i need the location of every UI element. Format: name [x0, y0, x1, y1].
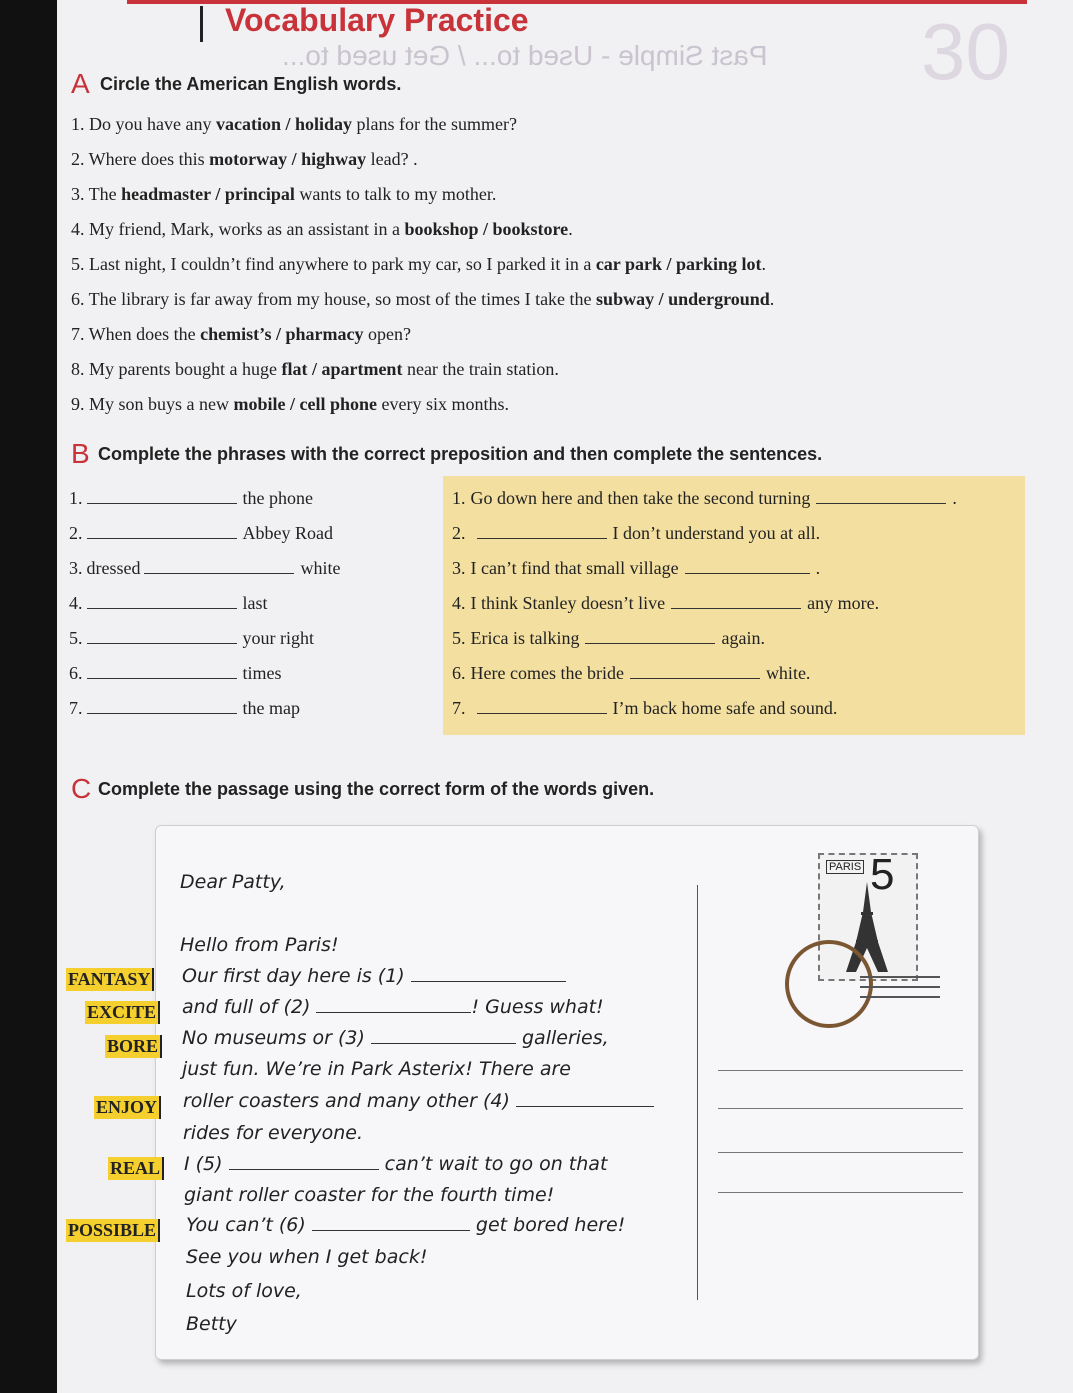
item-text: open?	[363, 324, 411, 344]
letter-line: No museums or (3) galleries,	[182, 1027, 609, 1049]
item-number: 8.	[71, 359, 85, 379]
phrase-text: dressed	[86, 558, 141, 578]
preposition-blank[interactable]	[87, 592, 237, 609]
item-text: My son buys a new	[84, 394, 234, 414]
sentence-item	[452, 487, 957, 509]
item-number: 7.	[452, 698, 466, 718]
word-choice[interactable]: vacation / holiday	[215, 114, 352, 134]
phrase-item	[69, 487, 313, 509]
preposition-blank[interactable]	[87, 522, 237, 539]
vocab-item	[71, 359, 559, 380]
item-text: .	[769, 289, 775, 309]
item-text: .	[568, 219, 573, 239]
phrase-text: the phone	[242, 488, 313, 508]
address-line	[718, 1152, 963, 1153]
sentence-text: white.	[765, 663, 811, 683]
sentence-text: Here comes the bride	[470, 663, 624, 683]
sentence-text: I think Stanley doesn’t live	[470, 593, 666, 613]
word-choice[interactable]: subway / underground	[596, 289, 770, 309]
address-line	[718, 1070, 963, 1071]
item-number: 3.	[71, 184, 85, 204]
preposition-blank[interactable]	[87, 627, 237, 644]
phrase-text: Abbey Road	[242, 523, 333, 543]
item-text: .	[761, 254, 766, 274]
title-bar	[200, 6, 203, 42]
phrase-text: the map	[242, 698, 300, 718]
phrase-text: times	[242, 663, 282, 683]
letter-line: giant roller coaster for the fourth time!	[184, 1184, 555, 1206]
vocab-item	[71, 114, 517, 135]
word-choice[interactable]: mobile / cell phone	[233, 394, 377, 414]
letter-greeting: Dear Patty,	[180, 871, 286, 893]
vocab-item	[71, 394, 509, 415]
item-number: 5.	[69, 628, 83, 648]
section-a-instruction: Circle the American English words.	[100, 74, 402, 94]
letter-line: roller coasters and many other (4)	[183, 1090, 654, 1112]
item-text: Last night, I couldn’t find anywhere to park my car, so I parked it in a	[84, 254, 596, 274]
keyword-possible: POSSIBLE	[66, 1219, 160, 1242]
phrase-item	[69, 627, 314, 649]
keyword-real: REAL	[108, 1157, 164, 1180]
letter-line: rides for everyone.	[183, 1122, 364, 1144]
item-number: 5.	[452, 628, 466, 648]
section-b-letter: B	[71, 438, 90, 469]
answer-blank-1[interactable]	[411, 965, 566, 982]
item-number: 7.	[71, 324, 85, 344]
answer-blank-2[interactable]	[316, 996, 471, 1013]
address-line	[718, 1192, 963, 1193]
letter-signature: Betty	[186, 1313, 237, 1335]
section-c-instruction: Complete the passage using the correct form of the words given.	[98, 779, 655, 799]
item-text: When does the	[84, 324, 201, 344]
item-number: 6.	[452, 663, 466, 683]
item-text: lead? .	[366, 149, 418, 169]
letter-line: You can’t (6) get bored here!	[186, 1214, 626, 1236]
sentence-item	[452, 522, 820, 544]
answer-blank-5[interactable]	[229, 1153, 379, 1170]
show-through-text: Past Simple - Used to... / Get used to...	[282, 40, 768, 71]
vocab-item	[71, 289, 774, 310]
letter-line: Hello from Paris!	[180, 934, 339, 956]
item-number: 2.	[452, 523, 466, 543]
word-choice[interactable]: motorway / highway	[209, 149, 367, 169]
sentence-blank[interactable]	[816, 487, 946, 504]
item-number: 7.	[69, 698, 83, 718]
item-text: Where does this	[84, 149, 210, 169]
item-text: Do you have any	[84, 114, 216, 134]
sentence-blank[interactable]	[585, 627, 715, 644]
preposition-blank[interactable]	[87, 662, 237, 679]
sentence-text: .	[815, 558, 821, 578]
preposition-blank[interactable]	[87, 487, 237, 504]
keyword-bore: BORE	[105, 1035, 162, 1058]
vocab-item	[71, 149, 418, 170]
keyword-excite: EXCITE	[85, 1001, 160, 1024]
item-number: 2.	[69, 523, 83, 543]
sentence-text: Go down here and then take the second turning	[470, 488, 811, 508]
item-number: 4.	[69, 593, 83, 613]
item-number: 4.	[71, 219, 85, 239]
item-number: 4.	[452, 593, 466, 613]
phrase-item	[69, 592, 268, 614]
sentence-text: I can’t find that small village	[470, 558, 679, 578]
phrase-item	[69, 697, 300, 719]
show-through-number: 30	[921, 7, 1010, 96]
sentence-item	[452, 662, 810, 684]
answer-blank-4[interactable]	[516, 1090, 654, 1107]
vocab-item	[71, 184, 496, 205]
section-c-letter: C	[71, 773, 92, 804]
cancellation-wave	[860, 986, 940, 988]
section-b-instruction: Complete the phrases with the correct preposition and then complete the sentences.	[98, 444, 823, 464]
page-title: Vocabulary Practice	[225, 2, 529, 38]
item-number: 1.	[71, 114, 85, 134]
vocab-item	[71, 254, 766, 275]
answer-blank-3[interactable]	[371, 1027, 516, 1044]
sentence-blank[interactable]	[477, 522, 607, 539]
sentence-blank[interactable]	[685, 557, 810, 574]
sentence-item	[452, 627, 765, 649]
word-choice[interactable]: flat / apartment	[281, 359, 403, 379]
keyword-fantasy: FANTASY	[66, 968, 154, 991]
sentence-text: .	[952, 488, 957, 508]
cancellation-wave	[860, 996, 940, 998]
keyword-enjoy: ENJOY	[94, 1096, 161, 1119]
item-number: 5.	[71, 254, 85, 274]
stamp-city: PARIS	[826, 860, 864, 874]
item-text: The library is far away from my house, so most of the times I take the	[84, 289, 597, 309]
item-number: 1.	[69, 488, 83, 508]
vocab-item	[71, 219, 573, 240]
item-number: 3.	[69, 558, 83, 578]
item-text: every six months.	[377, 394, 509, 414]
answer-blank-6[interactable]	[312, 1214, 470, 1231]
section-a-letter: A	[71, 68, 90, 99]
sentence-text: Erica is talking	[470, 628, 580, 648]
cancellation-wave	[860, 976, 940, 978]
sentence-blank[interactable]	[630, 662, 760, 679]
sentence-blank[interactable]	[477, 697, 607, 714]
letter-closing: Lots of love,	[186, 1280, 302, 1302]
sentence-text: I’m back home safe and sound.	[612, 698, 838, 718]
preposition-blank[interactable]	[87, 697, 237, 714]
phrase-item	[69, 662, 282, 684]
sentence-item	[452, 697, 837, 719]
item-text: My friend, Mark, works as an assistant in a	[84, 219, 405, 239]
word-choice[interactable]: chemist’s / pharmacy	[200, 324, 364, 344]
item-number: 3.	[452, 558, 466, 578]
item-text: The	[84, 184, 122, 204]
letter-line: Our first day here is (1)	[182, 965, 566, 987]
address-line	[718, 1108, 963, 1109]
phrase-item	[69, 522, 333, 544]
item-text: My parents bought a huge	[84, 359, 282, 379]
sentence-text: any more.	[807, 593, 880, 613]
sentence-item	[452, 592, 879, 614]
letter-line: I (5) can’t wait to go on that	[184, 1153, 608, 1175]
item-number: 6.	[71, 289, 85, 309]
item-text: wants to talk to my mother.	[294, 184, 497, 204]
vocab-item	[71, 324, 411, 345]
phrase-text: last	[242, 593, 268, 613]
preposition-blank[interactable]	[144, 557, 294, 574]
postmark-icon	[785, 940, 873, 1028]
item-text: near the train station.	[402, 359, 559, 379]
item-number: 6.	[69, 663, 83, 683]
letter-line: See you when I get back!	[186, 1246, 428, 1268]
sentence-text: I don’t understand you at all.	[612, 523, 821, 543]
word-choice[interactable]: headmaster / principal	[121, 184, 295, 204]
word-choice[interactable]: car park / parking lot	[595, 254, 762, 274]
sentence-item	[452, 557, 820, 579]
item-number: 2.	[71, 149, 85, 169]
item-text: plans for the summer?	[352, 114, 517, 134]
item-number: 1.	[452, 488, 466, 508]
letter-line: and full of (2) ! Guess what!	[182, 996, 604, 1018]
letter-line: just fun. We’re in Park Asterix! There are	[182, 1058, 571, 1080]
sentence-blank[interactable]	[671, 592, 801, 609]
stamp-value: 5	[870, 850, 895, 899]
phrase-text: white	[300, 558, 341, 578]
item-number: 9.	[71, 394, 85, 414]
phrase-item	[69, 557, 340, 579]
sentence-text: again.	[721, 628, 765, 648]
word-choice[interactable]: bookshop / bookstore	[404, 219, 569, 239]
phrase-text: your right	[242, 628, 314, 648]
postcard-divider	[697, 885, 698, 1300]
